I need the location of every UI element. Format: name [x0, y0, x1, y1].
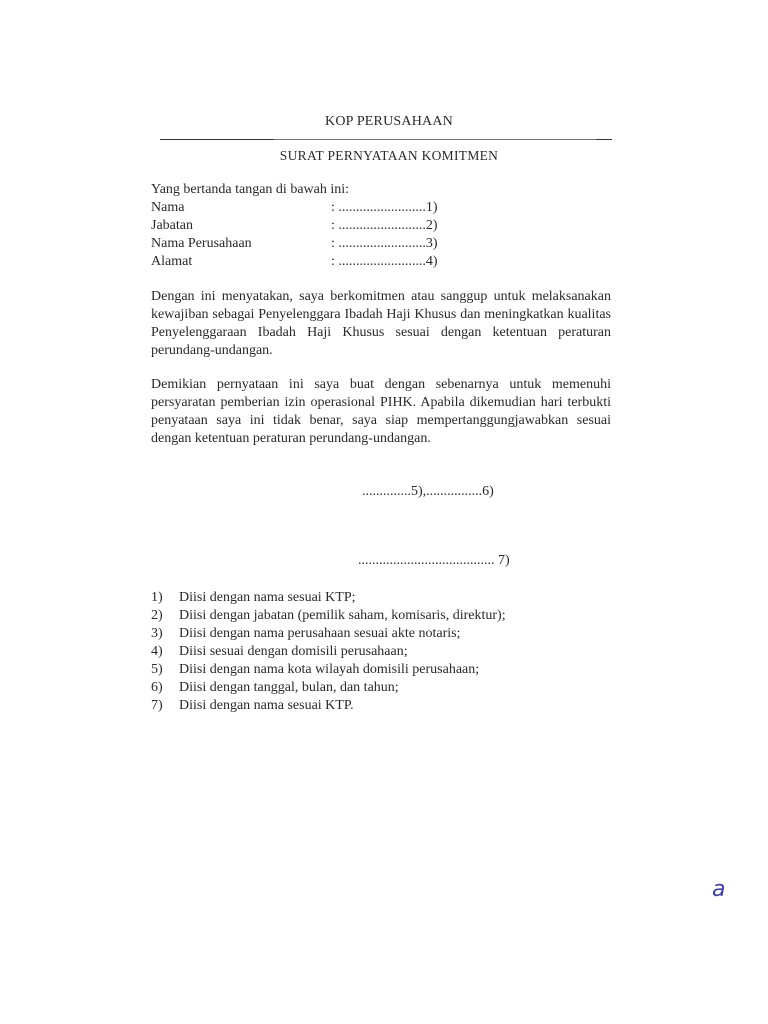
field-value: : .........................2): [331, 218, 438, 233]
footnote-number: 1): [151, 590, 163, 605]
handwritten-mark: a: [712, 877, 726, 902]
intro-text: Yang bertanda tangan di bawah ini:: [151, 182, 350, 197]
footnote-text: Diisi dengan nama sesuai KTP;: [179, 590, 356, 605]
place-date-line: ..............5),................6): [362, 484, 494, 499]
footnote-text: Diisi dengan tanggal, bulan, dan tahun;: [179, 680, 399, 695]
footnote-number: 5): [151, 662, 163, 677]
field-value: : .........................1): [331, 200, 438, 215]
footnote-text: Diisi dengan jabatan (pemilik saham, komisaris, direktur);: [179, 608, 506, 623]
footnote-text: Diisi dengan nama kota wilayah domisili perusahaan;: [179, 662, 480, 677]
header-rule-left: [160, 139, 274, 140]
footnote-text: Diisi dengan nama sesuai KTP.: [179, 698, 354, 713]
footnote-number: 4): [151, 644, 163, 659]
footnote-number: 2): [151, 608, 163, 623]
footnote-text: Diisi dengan nama perusahaan sesuai akte notaris;: [179, 626, 461, 641]
header-rule-right: [596, 139, 612, 140]
closing-paragraph: Demikian pernyataan ini saya buat dengan sebenarnya untuk memenuhi persyaratan pemberian izin operasional PIHK. Apabila dikemudian hari terbukti penyataan saya ini tidak benar, saya siap mempertanggungjawabkan sesuai dengan ketentuan peraturan perundang-undangan.: [151, 377, 611, 446]
footnote-number: 6): [151, 680, 163, 695]
field-label: Alamat: [151, 254, 193, 269]
header-rule-middle: [274, 139, 596, 140]
field-label: Nama Perusahaan: [151, 236, 252, 251]
footnote-number: 7): [151, 698, 163, 713]
field-value: : .........................3): [331, 236, 438, 251]
field-label: Jabatan: [151, 218, 193, 233]
document-title: SURAT PERNYATAAN KOMITMEN: [279, 148, 499, 163]
field-value: : .........................4): [331, 254, 438, 269]
signature-line: ....................................... 7): [358, 553, 510, 568]
field-label: Nama: [151, 200, 185, 215]
kop-perusahaan: KOP PERUSAHAAN: [325, 114, 453, 129]
commitment-paragraph: Dengan ini menyatakan, saya berkomitmen atau sanggup untuk melaksanakan kewajiban sebagai Penyelenggara Ibadah Haji Khusus dan meningkatkan kualitas Penyelenggaraan Ibadah Haji Khusus sesuai dengan ketentuan peraturan perundang-undangan.: [151, 289, 611, 358]
footnote-number: 3): [151, 626, 163, 641]
footnote-text: Diisi sesuai dengan domisili perusahaan;: [179, 644, 408, 659]
